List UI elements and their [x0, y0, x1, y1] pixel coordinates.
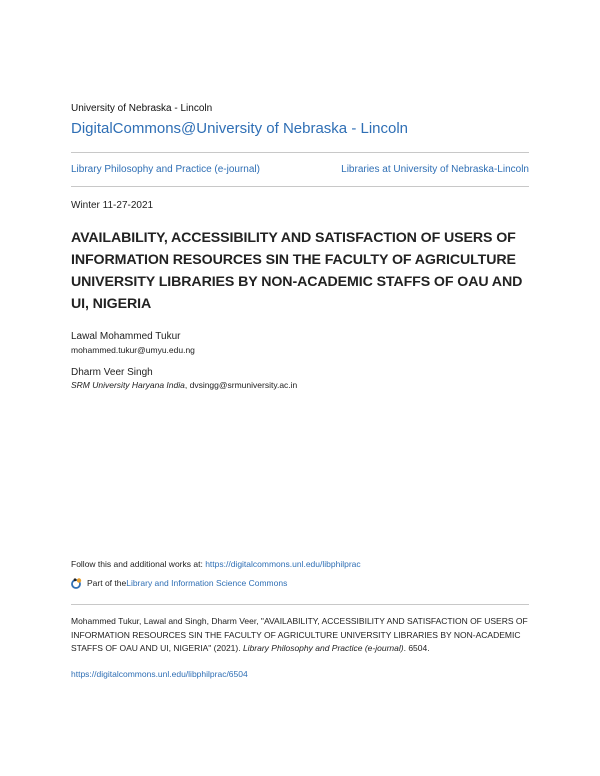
author-affiliation: SRM University Haryana India, dvsingg@srmuniversity.ac.in	[71, 380, 298, 390]
journal-link[interactable]: Library Philosophy and Practice (e-journal)	[71, 164, 260, 175]
follow-line	[71, 559, 361, 569]
divider	[71, 604, 529, 605]
follow-prefix: Follow this and additional works at:	[71, 559, 206, 569]
follow-url-link[interactable]: https://digitalcommons.unl.edu/libphilprac	[205, 559, 361, 569]
author-email: mohammed.tukur@umyu.edu.ng	[71, 345, 195, 355]
citation-text: Mohammed Tukur, Lawal and Singh, Dharm Veer, "AVAILABILITY, ACCESSIBILITY AND SATISFACTION OF USERS OF INFORMATION RESOURCES SIN THE FACULTY OF AGRICULTURE UNIVERSITY LIBRARIES BY NON-ACADEMIC STAFFS OF OAU AND UI, NIGERIA" (2021).	[71, 616, 528, 653]
citation-journal: Library Philosophy and Practice (e-journal)	[242, 643, 404, 653]
commons-link[interactable]: Library and Information Science Commons	[126, 578, 288, 588]
citation-url-link[interactable]: https://digitalcommons.unl.edu/libphilprac/6504	[71, 669, 248, 679]
divider	[71, 152, 529, 153]
part-of-line	[71, 577, 287, 589]
citation-block	[71, 615, 531, 656]
part-of-prefix: Part of the	[87, 578, 127, 588]
author-email: dvsingg@srmuniversity.ac.in	[189, 380, 298, 390]
citation-number: . 6504.	[403, 643, 430, 653]
libraries-link[interactable]: Libraries at University of Nebraska-Lincoln	[341, 164, 529, 175]
repository-link[interactable]: DigitalCommons@University of Nebraska - Lincoln	[71, 120, 409, 137]
divider	[71, 186, 529, 187]
author-name: Lawal Mohammed Tukur	[71, 331, 181, 342]
article-title: AVAILABILITY, ACCESSIBILITY AND SATISFACTION OF USERS OF INFORMATION RESOURCES SIN THE FACULTY OF AGRICULTURE UNIVERSITY LIBRARIES BY NON-ACADEMIC STAFFS OF OAU AND UI, NIGERIA	[71, 230, 523, 312]
publication-date: Winter 11-27-2021	[71, 200, 154, 211]
creative-commons-icon	[71, 577, 83, 589]
author-name: Dharm Veer Singh	[71, 367, 153, 378]
institution-name: University of Nebraska - Lincoln	[71, 103, 213, 114]
affiliation-text: SRM University Haryana India	[71, 380, 185, 390]
